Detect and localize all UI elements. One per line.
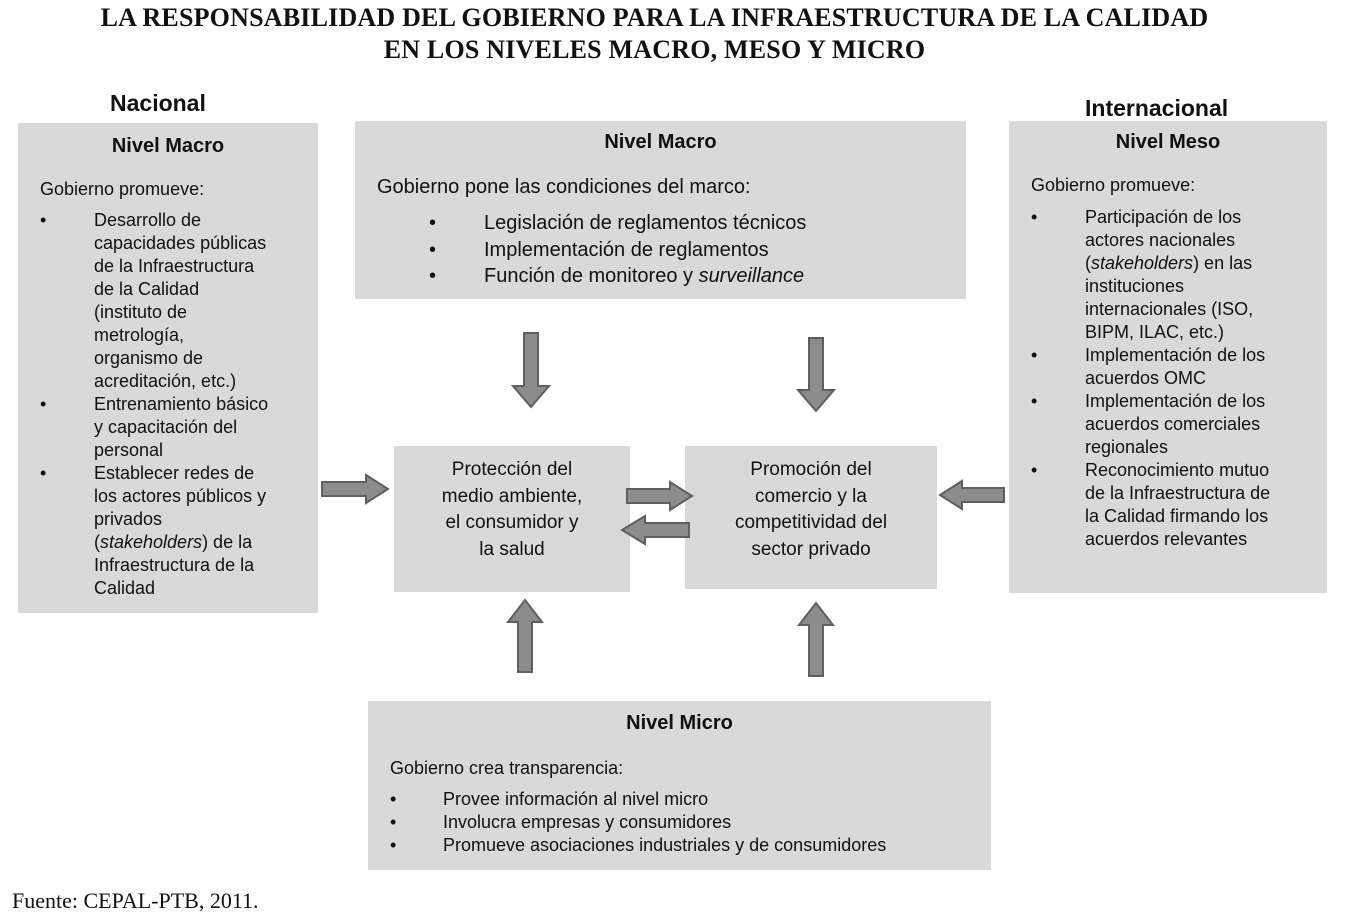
list-item: • Involucra empresas y consumidores (390, 811, 980, 834)
box-title: Nivel Macro (111, 135, 225, 157)
source-note: Fuente: CEPAL-PTB, 2011. (12, 888, 259, 913)
list-item-line: regionales (1085, 437, 1169, 457)
list-item-line: acreditación, etc.) (94, 371, 237, 391)
box-intro: Gobierno pone las condiciones del marco: (377, 176, 751, 198)
arrow-down-right (798, 338, 834, 411)
arrow-up-left (508, 600, 542, 672)
list-item-line: privados (94, 509, 163, 529)
list-item-line: • Entrenamiento básico (94, 394, 269, 414)
list-item-line: • Implementación de los (1085, 391, 1266, 411)
list-item-line: de la Infraestructura de (1085, 483, 1271, 503)
list-item-line: metrología, (94, 325, 185, 345)
list-item: • Promueve asociaciones industriales y de consumidores (390, 834, 980, 857)
box-text-line: sector privado (751, 538, 871, 560)
list-item-line: acuerdos comerciales (1085, 414, 1261, 434)
box-text-line: competitividad del (734, 512, 888, 533)
list-item: • Provee información al nivel micro (390, 788, 980, 811)
list-item-line: de la Infraestructura (94, 256, 255, 276)
title-line-1: LA RESPONSABILIDAD DEL GOBIERNO PARA LA INFRAESTRUCTURA DE LA CALIDAD (100, 3, 1209, 32)
box-text-line: comercio y la (755, 485, 867, 507)
list-item-line: (stakeholders) en las (1085, 253, 1253, 273)
list-item-line: los actores públicos y (94, 486, 267, 506)
label-internacional: Internacional (1085, 95, 1229, 121)
list-item-line: la Calidad firmando los (1085, 506, 1269, 526)
arrow-center-left (622, 516, 689, 544)
list-item-line: actores nacionales (1085, 230, 1236, 250)
box-intro: Gobierno crea transparencia: (390, 758, 624, 778)
list-item-line: capacidades públicas (94, 233, 267, 253)
list-item-line: internacionales (ISO, (1085, 299, 1254, 319)
list-item: • Legislación de reglamentos técnicos (429, 210, 949, 237)
list-item-line: (instituto de (94, 302, 188, 322)
list-item-line: • Implementación de los (1085, 345, 1266, 365)
box-text-line: medio ambiente, (441, 485, 583, 507)
list-item: • Implementación de reglamentos (429, 237, 949, 264)
list-item-line: • Desarrollo de (94, 210, 202, 230)
box-text-line: la salud (479, 538, 545, 560)
list-item-line: y capacitación del (94, 417, 238, 437)
arrow-center-right (627, 482, 692, 510)
box-title: Nivel Macro (604, 131, 717, 153)
list-item: • Función de monitoreo y surveillance (429, 263, 949, 290)
arrow-left-from-internacional (940, 481, 1004, 509)
arrow-right-from-nacional (322, 475, 388, 503)
box-text-line: el consumidor y (445, 512, 579, 533)
list-item-line: • Reconocimiento mutuo (1085, 460, 1270, 480)
list-item-line: • Participación de los (1085, 207, 1242, 227)
box-intro: Gobierno promueve: (1031, 175, 1196, 195)
list-item-line: BIPM, ILAC, etc.) (1085, 322, 1225, 342)
box-title: Nivel Micro (626, 712, 733, 734)
arrow-down-left (513, 333, 549, 407)
box-intro: Gobierno promueve: (40, 179, 205, 199)
list-item-line: personal (94, 440, 164, 460)
list-item-line: de la Calidad (94, 279, 200, 299)
list-item-line: Calidad (94, 578, 156, 598)
box-title: Nivel Meso (1115, 131, 1221, 153)
box-text-line: Protección del (451, 459, 573, 480)
list-item-line: instituciones (1085, 276, 1185, 296)
list-item-line: acuerdos relevantes (1085, 529, 1248, 549)
list-item-line: • Establecer redes de (94, 463, 255, 483)
arrow-up-right (799, 603, 833, 676)
title-line-2: EN LOS NIVELES MACRO, MESO Y MICRO (383, 35, 926, 64)
list-item-line: organismo de (94, 348, 204, 368)
list-item-line: Infraestructura de la (94, 555, 255, 575)
box-text-line: Promoción del (750, 459, 872, 480)
label-nacional: Nacional (110, 90, 206, 116)
list-item-line: (stakeholders) de la (94, 532, 253, 552)
list-item-line: acuerdos OMC (1085, 368, 1207, 388)
